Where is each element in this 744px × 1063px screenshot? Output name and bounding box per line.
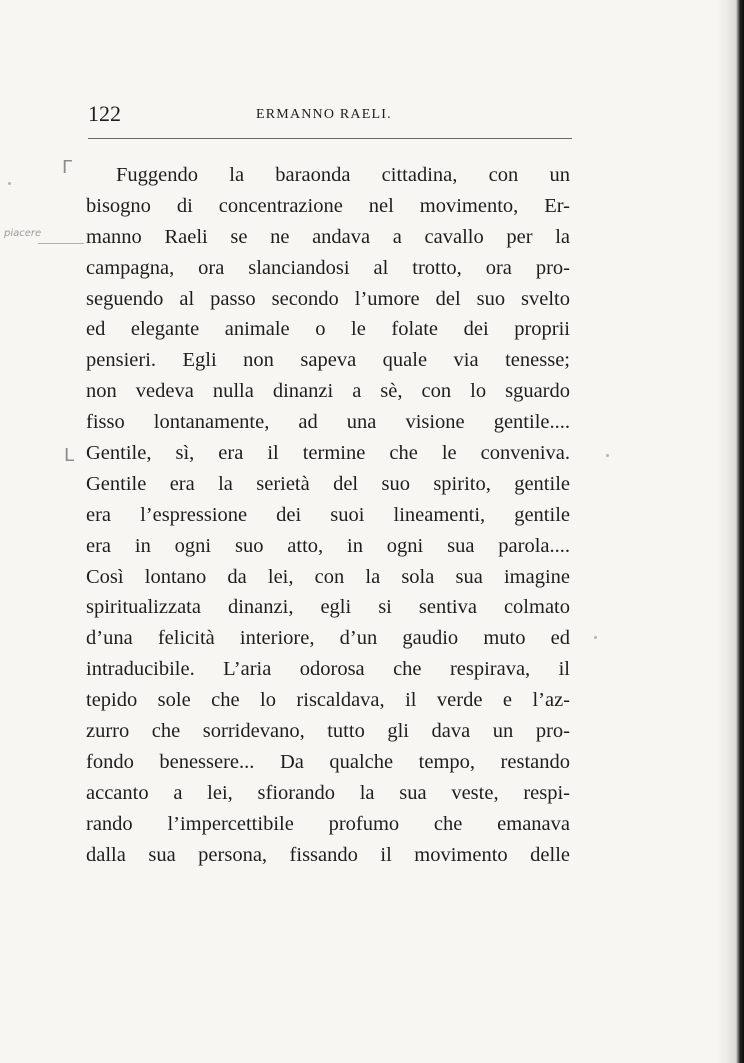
margin-pencil-note: piacere	[4, 228, 42, 239]
header-rule	[88, 138, 572, 139]
text-line: ed elegante animale o le folate dei proprii	[86, 318, 570, 341]
margin-speck	[8, 182, 11, 185]
text-line: zurro che sorridevano, tutto gli dava un pro-	[86, 720, 570, 743]
page-number: 122	[88, 101, 121, 126]
text-line: bisogno di concentrazione nel movimento, Er-	[86, 194, 570, 217]
text-line: Così lontano da lei, con la sola sua imagine	[86, 565, 570, 588]
text-line: era l’espressione dei suoi lineamenti, gentile	[86, 503, 570, 526]
text-line: spiritualizzata dinanzi, egli si sentiva colmato	[86, 596, 570, 619]
text-line: d’una felicità interiore, d’un gaudio muto ed	[86, 627, 570, 650]
running-head: ERMANNO RAELI.	[256, 107, 392, 122]
page-header	[88, 100, 570, 130]
text-line: non vedeva nulla dinanzi a sè, con lo sguardo	[86, 380, 570, 403]
margin-speck	[594, 636, 597, 639]
text-line: rando l’impercettibile profumo che emanava	[86, 812, 570, 835]
text-line: fisso lontanamente, ad una visione gentile....	[86, 411, 570, 434]
text-line: Fuggendo la baraonda cittadina, con un	[116, 164, 570, 186]
text-line: fondo benessere... Da qualche tempo, restando	[86, 750, 570, 773]
text-line: era in ogni suo atto, in ogni sua parola....	[86, 534, 570, 557]
margin-speck	[606, 454, 609, 457]
book-spine-shadow	[716, 0, 744, 1063]
body-text	[86, 160, 570, 870]
margin-bracket-bottom: L	[64, 445, 75, 466]
text-line: accanto a lei, sfiorando la sua veste, respi-	[86, 781, 570, 804]
text-line: intraducibile. L’aria odorosa che respirava, il	[86, 658, 570, 681]
text-line: Gentile era la serietà del suo spirito, gentile	[86, 472, 570, 495]
text-line: manno Raeli se ne andava a cavallo per la	[86, 225, 570, 248]
text-line: tepido sole che lo riscaldava, il verde e l’az-	[86, 689, 570, 712]
margin-bracket-top: Γ	[62, 157, 73, 178]
text-line: dalla sua persona, fissando il movimento delle	[86, 843, 570, 866]
text-line: Gentile, sì, era il termine che le conveniva.	[86, 442, 570, 465]
margin-pencil-line	[38, 243, 84, 244]
text-line: pensieri. Egli non sapeva quale via tenesse;	[86, 349, 570, 372]
text-line: campagna, ora slanciandosi al trotto, ora pro-	[86, 256, 570, 279]
text-line: seguendo al passo secondo l’umore del suo svelto	[86, 287, 570, 310]
